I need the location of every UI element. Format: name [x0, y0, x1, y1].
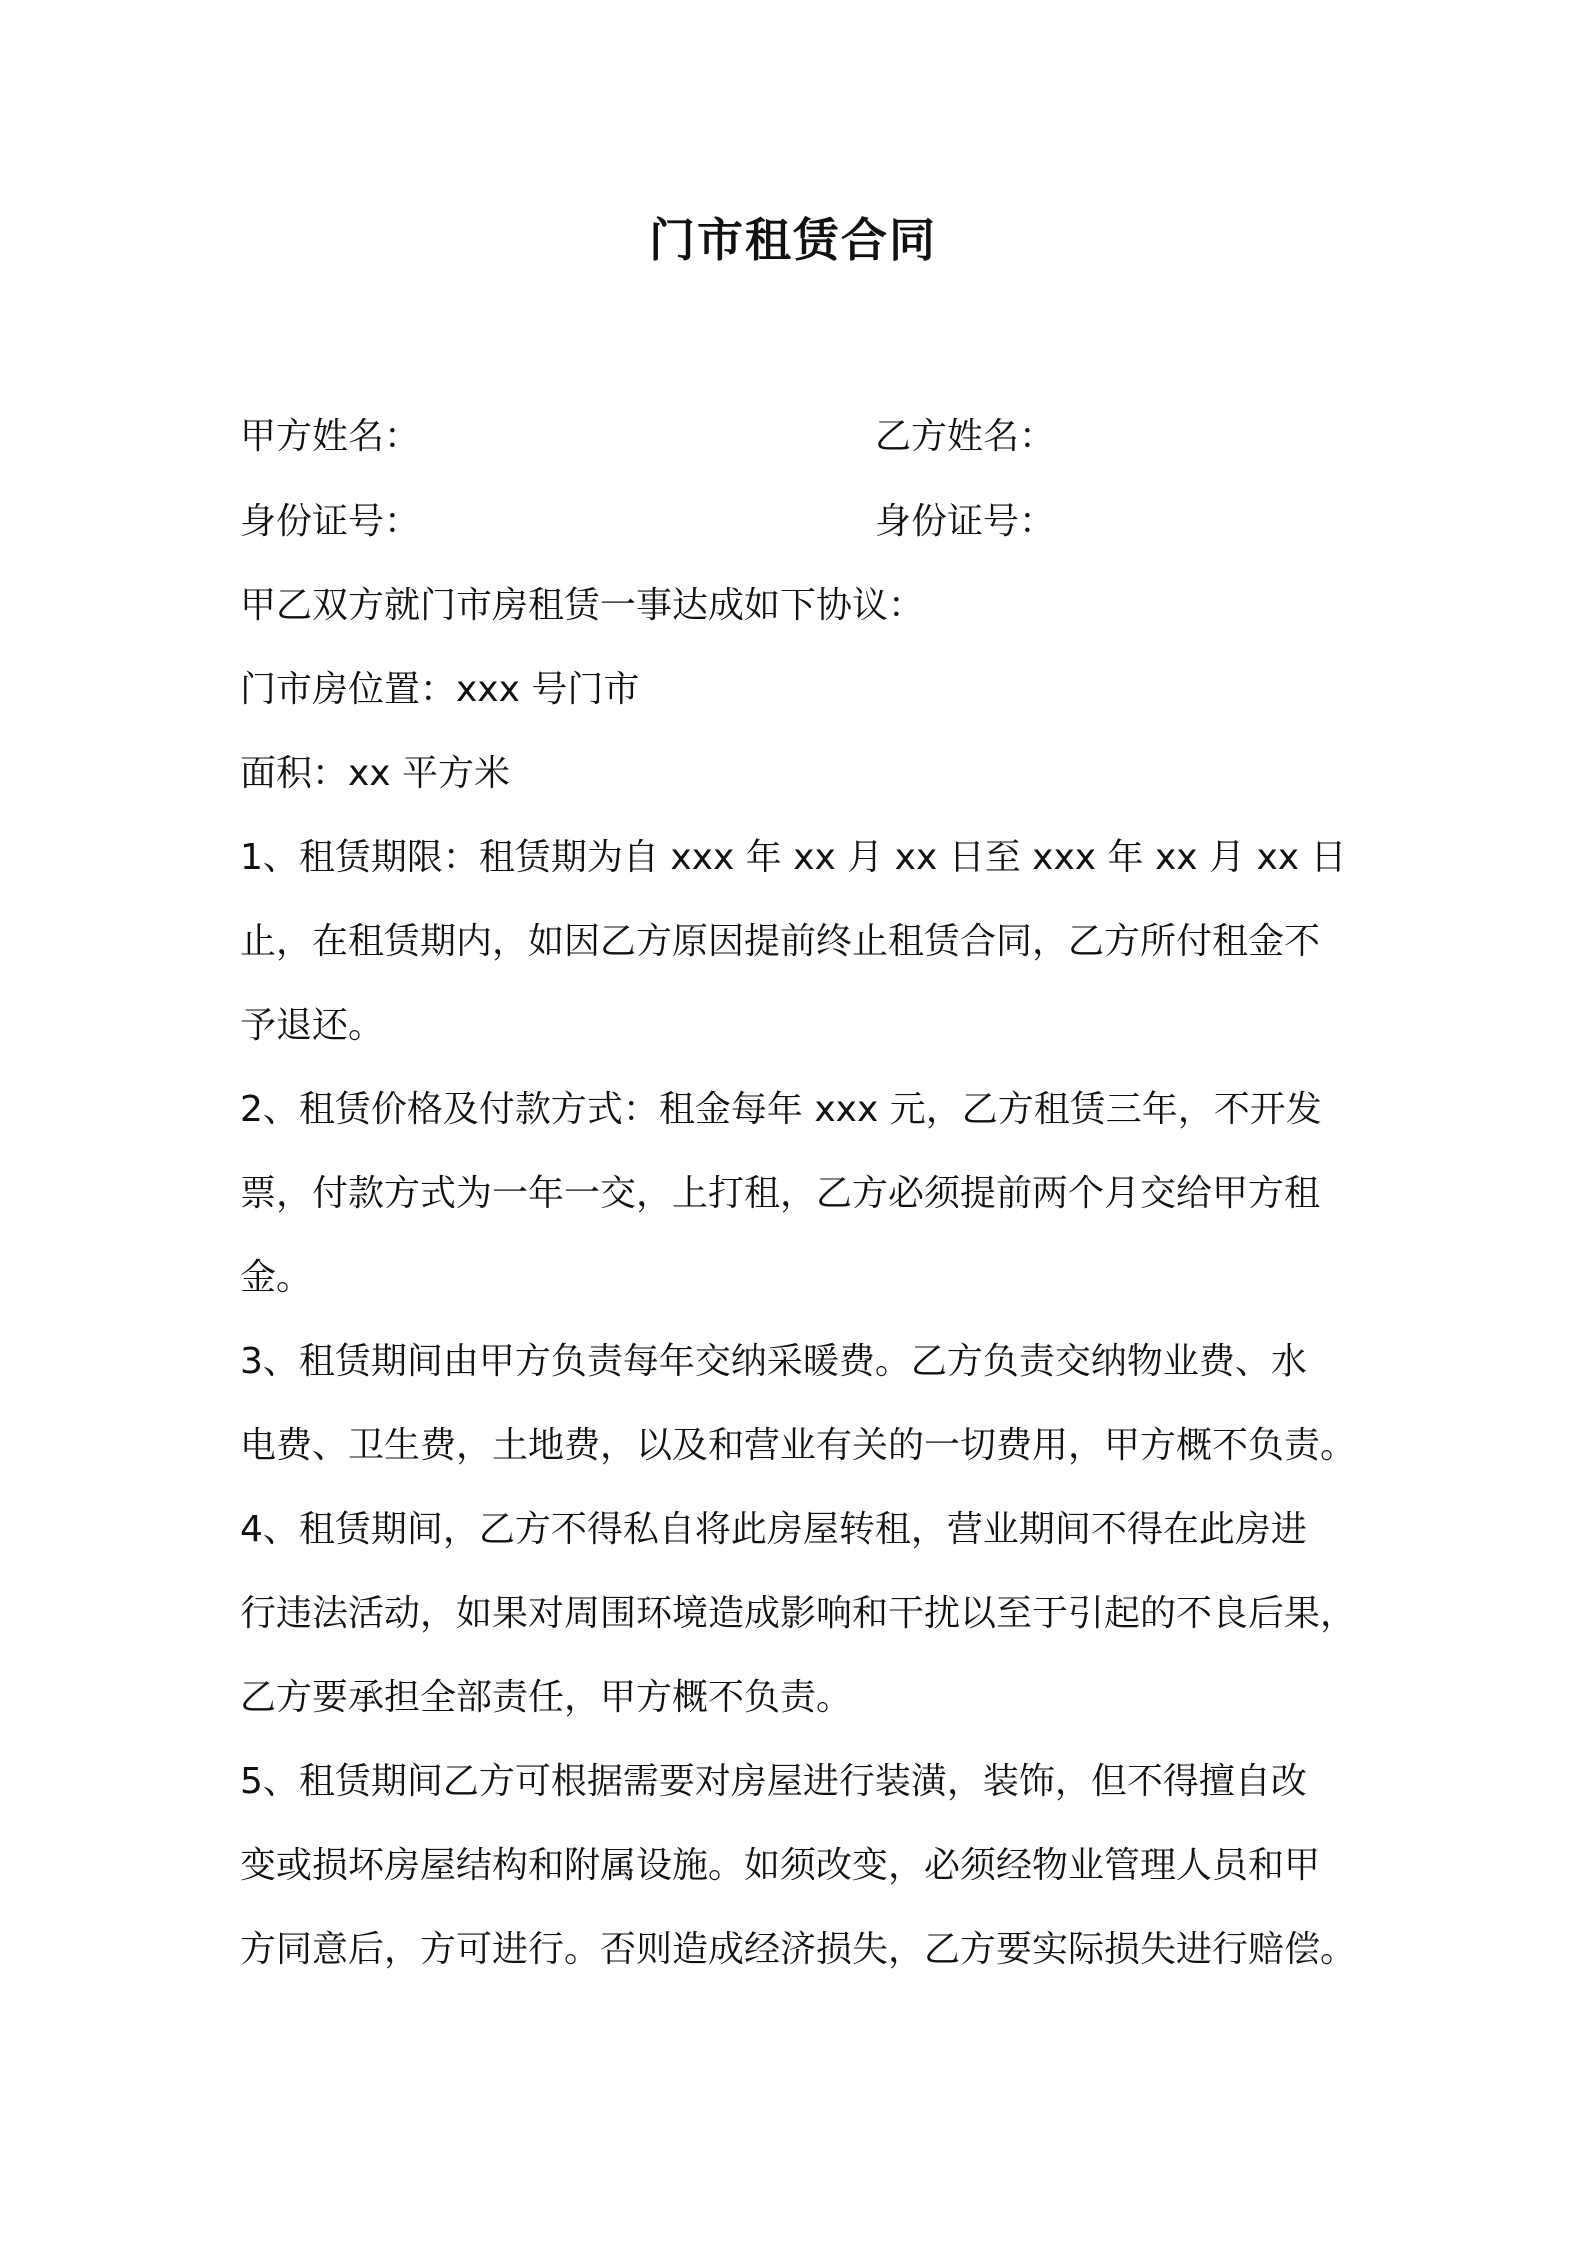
agreement-intro: 甲乙双方就门市房租赁一事达成如下协议： — [240, 585, 925, 626]
party-a-name-label: 甲方姓名： — [240, 416, 421, 457]
clause-4-line-3: 乙方要承担全部责任，甲方概不负责。 — [240, 1677, 853, 1718]
clause-1-line-3: 予退还。 — [240, 1005, 385, 1046]
party-name-row — [240, 412, 1370, 462]
clause-5-line-1: 5、租赁期间乙方可根据需要对房屋进行装潢，装饰，但不得擅自改 — [240, 1761, 1307, 1802]
clause-5-line-3: 方同意后，方可进行。否则造成经济损失，乙方要实际损失进行赔偿。 — [240, 1929, 1357, 1970]
clause-2-line-1: 2、租赁价格及付款方式：租金每年 xxx 元，乙方租赁三年，不开发 — [240, 1089, 1322, 1130]
clause-1-line-2: 止，在租赁期内，如因乙方原因提前终止租赁合同，乙方所付租金不 — [240, 921, 1321, 962]
clause-3-line-1: 3、租赁期间由甲方负责每年交纳采暖费。乙方负责交纳物业费、水 — [240, 1341, 1307, 1382]
clause-2-line-3: 金。 — [240, 1257, 313, 1298]
clause-4-line-2: 行违法活动，如果对周围环境造成影响和干扰以至于引起的不良后果， — [240, 1593, 1357, 1634]
party-a-id-label: 身份证号： — [240, 501, 421, 542]
clause-4-line-1: 4、租赁期间，乙方不得私自将此房屋转租，营业期间不得在此房进 — [240, 1509, 1307, 1550]
document-title: 门市租赁合同 — [649, 213, 937, 267]
shop-location: 门市房位置：xxx 号门市 — [240, 669, 640, 710]
party-b-id-label: 身份证号： — [875, 501, 1056, 542]
clause-2-line-2: 票，付款方式为一年一交，上打租，乙方必须提前两个月交给甲方租 — [240, 1173, 1321, 1214]
clause-3-line-2: 电费、卫生费，土地费，以及和营业有关的一切费用，甲方概不负责。 — [240, 1425, 1357, 1466]
party-id-row — [240, 497, 1370, 547]
party-b-name-label: 乙方姓名： — [875, 416, 1056, 457]
clause-1-line-1: 1、租赁期限：租赁期为自 xxx 年 xx 月 xx 日至 xxx 年 xx 月 xx 日 — [240, 837, 1347, 878]
clause-5-line-2: 变或损坏房屋结构和附属设施。如须改变，必须经物业管理人员和甲 — [240, 1845, 1321, 1886]
shop-area: 面积：xx 平方米 — [240, 753, 511, 794]
